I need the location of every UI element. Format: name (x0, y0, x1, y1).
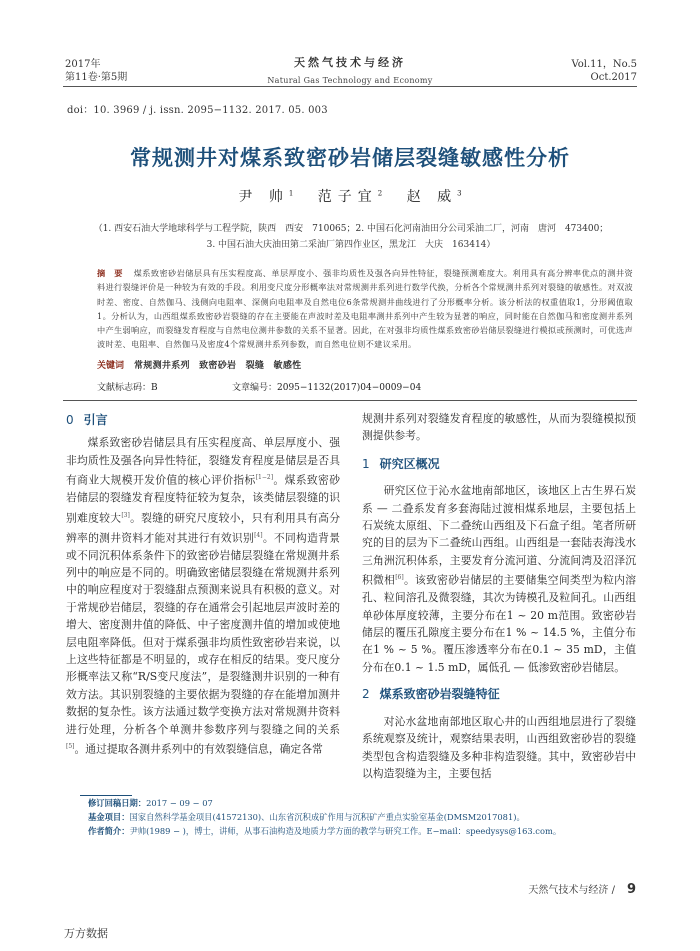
footnote-revised: 修订回稿日期：2017 − 09 − 07 (88, 798, 213, 808)
footer-journal: 天然气技术与经济 / (528, 885, 615, 896)
section-heading-2: 2 煤系致密砂岩裂缝特征 (362, 687, 500, 702)
right-column (362, 410, 636, 782)
header-year: 2017年 (65, 59, 101, 70)
left-column (66, 406, 340, 758)
doi: doi：10. 3969 / j. issn. 2095−1132. 2017. 05. 003 (67, 105, 328, 116)
paragraph-continued: 规测井系列对裂缝发育程度的敏感性，从而为裂缝模拟预测提供参考。 (362, 412, 636, 443)
journal-name-en: Natural Gas Technology and Economy (267, 76, 433, 85)
affiliations (68, 221, 634, 253)
section-heading-0: 0 引言 (66, 413, 108, 427)
footnote-author: 作者简介：尹帅(1989 − )，博士，讲师，从事石油构造及地质力学方面的教学与研究工作。E−mail：speedysys@163.com。 (88, 826, 562, 836)
affiliation-line-1: （1. 西安石油大学地球科学与工程学院，陕西 西安 710065；2. 中国石化河南油田分公司采油二厂，河南 唐河 473400； (93, 224, 609, 234)
author: 范子宜$^2$ (317, 189, 383, 205)
paper-title: 常规测井对煤系致密砂岩储层裂缝敏感性分析 (130, 146, 570, 170)
abstract-text: 煤系致密砂岩储层具有压实程度高、单层厚度小、强非均质性及强各向异性特征，裂缝预测难度大。利用具有高分辨率优点的测井资料进行裂缝评价是一种较为有效的手段。利用变尺度分形概率法对常规测井系列进行数学代换，分析各个常规测井系列对裂缝的敏感性。对双波时差、密度、自然伽马、浅侧向电阻率、深侧向电阻率及自然电位6条常规测井曲线进行了分形概率分析。该分析法的权重值取1，分形阈值取1。分析认为，山西组煤系致密砂岩裂缝的存在主要能在声波时差及电阻率测井系列中产生较为显著的响应，同时能在自然伽马和密度测井系列中产生弱响应，而裂缝发育程度与自然电位测井参数的关系不显著。因此，在对强非均质性煤系致密砂岩储层裂缝进行模拟或预测时，可优选声波时差、电阻率、自然伽马及密度4个常规测井系列参数，而自然电位则不建议采用。 (97, 268, 633, 350)
header-volume-en (571, 58, 637, 84)
page-footer (528, 881, 636, 897)
paragraph-intro: 煤系致密砂岩储层具有压实程度高、单层厚度小、强非均质性及强各向异性特征，裂缝发育程度是储层是否具有商业大规模开发价值的核心评价指标[1−2]。煤系致密砂岩储层的裂缝发育程度特征较为复杂，该类储层裂缝的识别难度较大[3]。裂缝的研究尺度较小，只有利用具有高分辨率的测井资料才能对其进行有效识别[4]。不同构造背景或不同沉积体系条件下的致密砂岩储层裂缝在常规测井系列中的响应是不同的。明确致密储层裂缝在常规测井系列中的响应程度对于裂缝甜点预测来说具有积极的意义。对于常规砂岩储层，裂缝的存在通常会引起地层声波时差的增大、密度测井值的降低、中子密度测井值的增加或使地层电阻率降低。但对于煤系强非均质性致密砂岩来说，以上这些特征都是不明显的，或存在相反的结果。变尺度分形概率法又称“R/S变尺度法”，是裂缝测井识别的一种有效方法。其识别裂缝的主要依据为裂缝的存在能增加测井数据的复杂性。该方法通过数学变换方法对常规测井资料进行处理，分析各个单测井参数序列与裂缝之间的关系[5]。通过提取各测井系列中的有效裂缝信息，确定各常 (66, 436, 341, 756)
section-heading-1: 1 研究区概况 (362, 456, 440, 471)
author: 赵 威$^3$ (406, 189, 462, 205)
author: 尹 帅$^1$ (238, 189, 294, 205)
article-number: 文章编号：2095−1132(2017)04−0009−04 (232, 383, 422, 393)
header-vol-no: Vol.11，No.5 (571, 59, 637, 70)
classification-code: 文献标志码：B (97, 383, 158, 393)
paragraph-fracture: 对沁水盆地南部地区取心井的山西组地层进行了裂缝系统观察及统计，观察结果表明，山西组致密砂岩的裂缝类型包含构造裂缝及多种非构造裂缝。其中，致密砂岩中以构造裂缝为主，主要包括 (362, 714, 636, 780)
author-list (0, 186, 700, 206)
footnote-fund: 基金项目：国家自然科学基金项目(41572130)、山东省沉积成矿作用与沉积矿产重点实验室基金(DMSM2017081)。 (88, 812, 525, 822)
keywords-label: 关键词 (97, 361, 125, 371)
journal-name-cn: 天然气技术与经济 (294, 56, 406, 69)
abstract-rule (63, 400, 637, 401)
page-number: 9 (626, 882, 636, 897)
keywords-text: 常规测井系列 致密砂岩 裂缝 敏感性 (134, 361, 302, 371)
affiliation-line-2: 3. 中国石油大庆油田第二采油厂第四作业区，黑龙江 大庆 163414） (206, 240, 496, 250)
abstract-label: 摘 要 (97, 268, 126, 278)
header-volume: 第11卷·第5期 (65, 72, 128, 83)
header-rule (63, 86, 637, 87)
abstract (97, 266, 633, 352)
keywords (97, 358, 301, 371)
paragraph-study-area: 研究区位于沁水盆地南部地区，该地区上古生界石炭系 — 二叠系发育多套海陆过渡相煤系地层，主要包括上石炭统太原组、下二叠统山西组及下石盒子组。笔者所研究的目的层为下二叠统山西组。山西组是一套陆表海浅水三角洲沉积体系，主要发育分流河道、分流间湾及沼泽沉积微相[6]。该致密砂岩储层的主要储集空间类型为粒内溶孔、粒间溶孔及微裂缝，其次为铸模孔及粒间孔。山西组单砂体厚度较薄，主要分布在1 ~ 20 m范围。致密砂岩储层的覆压孔隙度主要分布在1 % ~ 14.5 %，主值分布在1 % ~ 5 %。覆压渗透率分布在0.1 ~ 35 mD，主值分布在0.1 ~ 1.5 mD，属低孔 — 低渗致密砂岩储层。 (362, 484, 636, 674)
footnote-rule (80, 795, 132, 796)
wanfang-brand: 万方数据 (64, 927, 108, 940)
header-month: Oct.2017 (590, 72, 637, 83)
